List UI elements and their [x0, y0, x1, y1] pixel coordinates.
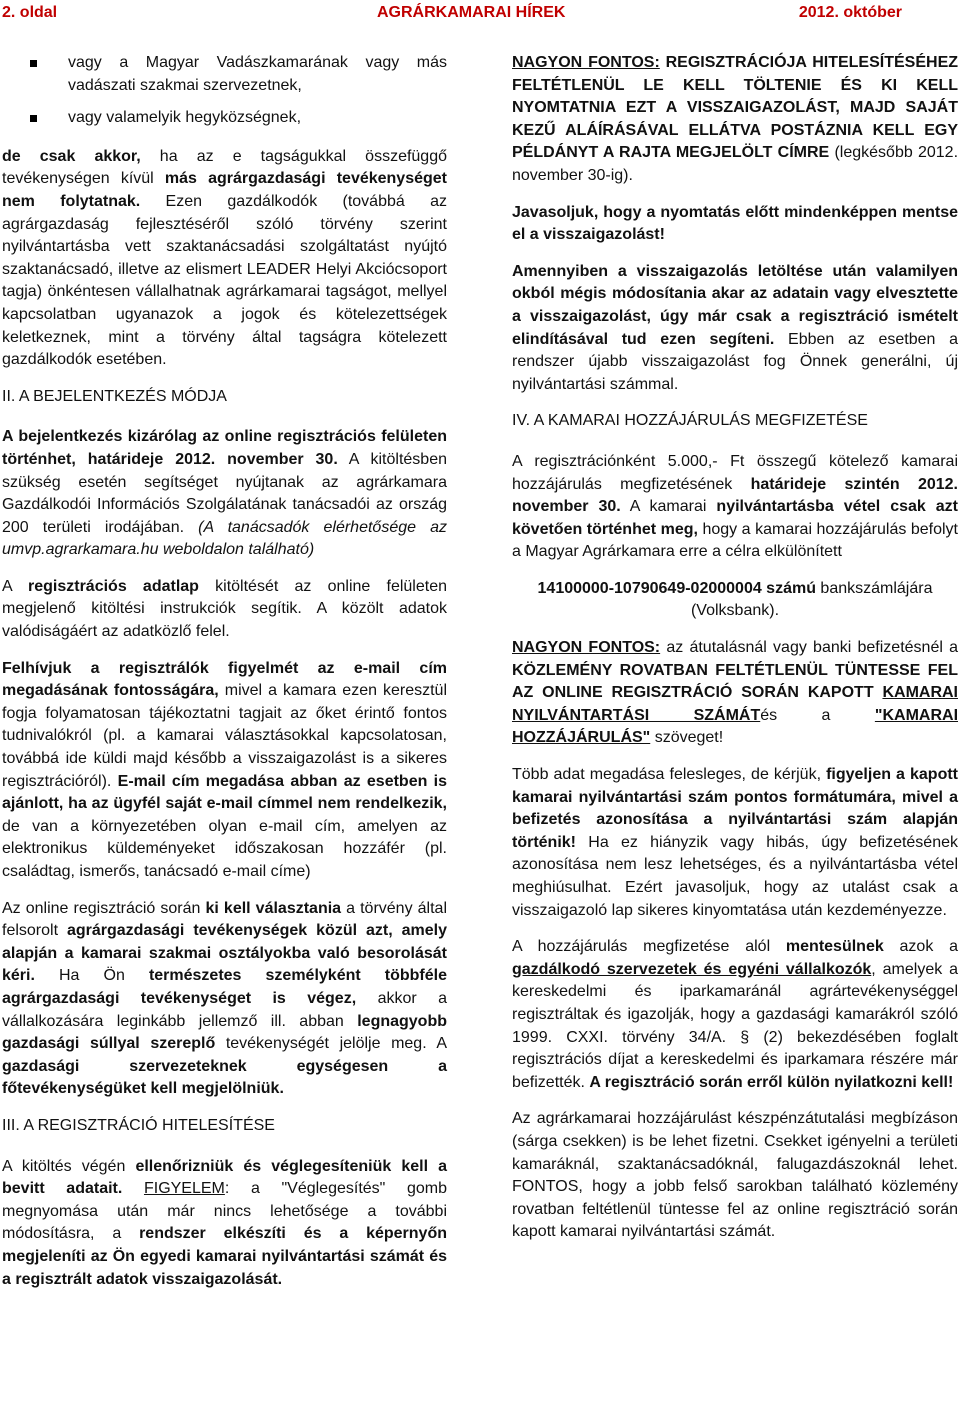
list-item: vagy valamelyik hegyközségnek,: [2, 107, 447, 130]
section-heading-3: III. A REGISZTRÁCIÓ HITELESÍTÉSE: [2, 1116, 275, 1134]
paragraph: A regisztrációs adatlap kitöltését az online felületen megjelenő kitöltési instrukciók segítik. A közölt adatok valódiságáért az adatközlő felel.: [2, 577, 448, 641]
paragraph: A hozzájárulás megfizetése alól mentesülnek azok a gazdálkodó szervezetek és egyéni vállalkozók, amelyek a kereskedelmi és iparkamaránál agrártevékenységgel regisztráltak és igazolják, hogy a gazdasági kamarákról szóló 1999. CXXI. törvény 34/A. § (2) bekezdésében foglalt regisztrációs díjat a kereskedelmi és iparkamara részére már befizették. A regisztráció során erről külön nyilatkozni kell!: [512, 938, 959, 1091]
paragraph: Az online regisztráció során ki kell választania a törvény által felsorolt agrárgazdasági tevékenységek közül azt, amely alapján a kamarai szakmai osztályokba való besorolását kéri. Ha Ön természetes személyként többféle agrárgazdasági tevékenységet is végez, akkor a vállalkozására leginkább jellemző ill. abban legnagyobb gazdasági súllyal szereplő tevékenységét jelölje meg. A gazdasági szervezeteknek egységesen a főtevékenységüket kell megjelölniük.: [2, 899, 447, 1098]
page-header: [0, 0, 960, 26]
publication-title: AGRÁRKAMARAI HÍREK: [377, 4, 566, 21]
paragraph: Felhívjuk a regisztrálók figyelmét az e-mail cím megadásának fontosságára, mivel a kamara ezen keresztül fogja folyamatosan tájékoztatni tagjait az őket érintő fontos tudnivalókról (pl. a kamarai választásokkal kapcsolatosan, továbbá ide küldi majd később a visszaigazolást is a sikeres regisztrációról). E-mail cím megadása abban az esetben is ajánlott, ha az ügyfél saját e-mail címmel nem rendelkezik, de van a környezetében olyan e-mail cím, amelyen az elektronikus küldeményeket időszakosan hozzáfér (pl. családtag, ismerős, tanácsadó e-mail címe): [2, 659, 448, 880]
paragraph: NAGYON FONTOS: REGISZTRÁCIÓJA HITELESÍTÉSÉHEZ FELTÉTLENÜL LE KELL TÖLTENIE ÉS KI KELL NYOMTATNIA EZT A VISSZAIGAZOLÁST, MAJD SAJÁT KEZŰ ALÁÍRÁSÁVAL ELLÁTVA POSTÁZNIA KELL EGY PÉLDÁNYT A RAJTA MEGJELÖLT CÍMRE (legkésőbb 2012. november 30-ig).: [512, 54, 959, 184]
bullet-icon: [30, 60, 37, 67]
paragraph: A kitöltés végén ellenőrizniük és véglegesíteniük kell a bevitt adatait. FIGYELEM: a "Véglegesítés" gomb megnyomása után már nincs lehetősége a további módosításra, a rendszer elkészíti és a képernyőn megjeleníti az Ön egyedi kamarai nyilvántartási számát és a regisztrált adatok visszaigazolását.: [2, 1157, 448, 1288]
paragraph: Javasoljuk, hogy a nyomtatás előtt mindenképpen mentse el a visszaigazolást!: [512, 203, 958, 244]
section-heading-4: IV. A KAMARAI HOZZÁJÁRULÁS MEGFIZETÉSE: [512, 412, 868, 430]
bullet-icon: [30, 115, 37, 122]
paragraph: Amennyiben a visszaigazolás letöltése után valamilyen okból mégis módosítania akar az adatain vagy elvesztette a visszaigazolást, úgy már csak a regisztráció ismételt elindításával tud ezen segíteni. Ebben az esetben a rendszer újabb visszaigazolást fog Önnek generálni, új nyilvántartási számmal.: [512, 262, 959, 393]
paragraph: de csak akkor, ha az e tagságukkal összefüggő tevékenységen kívül más agrárgazdasági tevékenységet nem folytatnak. Ezen gazdálkodók (továbbá az agrárgazdaság fejlesztéséről szóló törvény szerint nyilvántartásba vett szaktanácsadási szolgáltatást nyújtó szaktanácsadó, illetve az elismert LEADER Helyi Akciócsoport tagja) önkéntesen vállalhatnak agrárkamarai tagságot, mellyel kapcsolatban ugyanazok a jogok és kötelezettségek keletkeznek, mint a törvény által tagságra kötelezett gazdálkodók esetében.: [2, 147, 448, 369]
section-heading-2: II. A BEJELENTKEZÉS MÓDJA: [2, 387, 227, 405]
paragraph: Több adat megadása felesleges, de kérjük, figyeljen a kapott kamarai nyilvántartási szám pontos formátumára, mivel a befizetés azonosítása a nyilvántartási szám alapján történik! Ha ez hiányzik vagy hibás, úgy befizetésének azonosítása nem lesz lehetséges, és a nyilvántartásba vétel meghiúsulhat. Ezért javasoljuk, hogy az utalást csak a visszaigazoló lap sikeres kinyomtatása után kezdeményezze.: [512, 766, 958, 919]
page-number: 2. oldal: [2, 4, 58, 21]
issue-date: 2012. október: [798, 4, 902, 21]
paragraph: A bejelentkezés kizárólag az online regisztrációs felületen történhet, határideje 2012. november 30. A kitöltésben szükség esetén segítséget nyújtanak az agrárkamara Gazdálkodói Információs Szolgálatának tanácsadói az ország 200 területi irodájában. (A tanácsadók elérhetősége az umvp.agrarkamara.hu weboldalon található): [2, 428, 447, 559]
paragraph: NAGYON FONTOS: az átutalásnál vagy banki befizetésnél a KÖZLEMÉNY ROVATBAN FELTÉTLENÜL TÜNTESSE FEL AZ ONLINE REGISZTRÁCIÓ SORÁN KAPOTT KAMARAI NYILVÁNTARTÁSI SZÁMÁTés a "KAMARAI HOZZÁJÁRULÁS" szöveget!: [512, 639, 959, 747]
paragraph: Az agrárkamarai hozzájárulást készpénzátutalási megbízáson (sárga csekken) is be lehet fizetni. Csekket igényelni a területi kamaráknál, szaktanácsadóknál, falugazdászoknál lehet. FONTOS, hogy a jobb felső sarokban található közlemény rovatban feltétlenül tüntesse fel az online regisztráció során kapott kamarai nyilvántartási számát.: [512, 1110, 958, 1241]
paragraph: A regisztrációnként 5.000,- Ft összegű kötelező kamarai hozzájárulás megfizetésének határideje szintén 2012. november 30. A kamarai nyilvántartásba vétel csak azt követően történhet meg, hogy a kamarai hozzájárulás befolyt a Magyar Agrárkamara erre a célra elkülönített: [512, 452, 959, 561]
bank-account: 14100000-10790649-02000004 számú bankszámlájára (Volksbank).: [537, 579, 933, 620]
left-column: [2, 52, 447, 1305]
list-item: vagy a Magyar Vadászkamarának vagy más vadászati szakmai szervezetnek,: [2, 52, 447, 97]
right-column: [512, 52, 958, 1258]
